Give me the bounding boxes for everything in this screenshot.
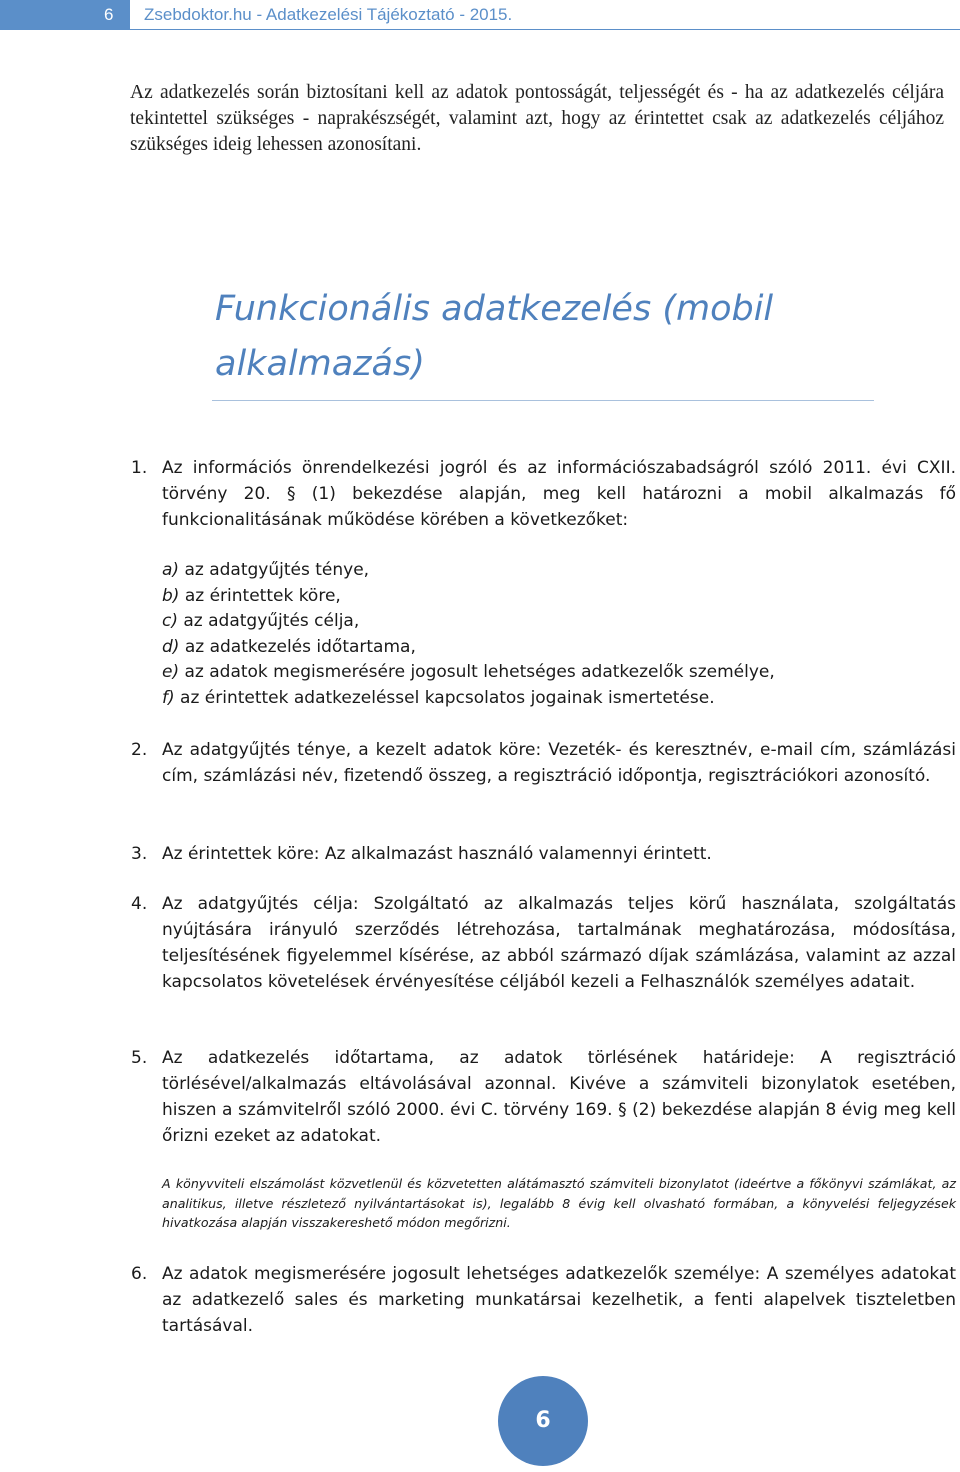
list-letter: d)	[162, 636, 180, 657]
list-text: az érintettek adatkezeléssel kapcsolatos jogainak ismertetése.	[174, 687, 715, 708]
list-letter: a)	[162, 560, 180, 580]
list-item	[162, 635, 952, 661]
item-number-5: 5.	[131, 1048, 148, 1068]
section-title	[215, 282, 815, 392]
footer-page-number: 6	[498, 1376, 588, 1466]
item-text-2: Az adatgyűjtés ténye, a kezelt adatok köre: Vezeték- és keresztnév, e-mail cím, számlázási cím, számlázási név, fizetendő összeg, a regisztráció időpontja, regisztrációkori azonosító.	[162, 740, 956, 786]
header-page-number: 6	[0, 0, 130, 30]
item-text-1: Az információs önrendelkezési jogról és az információszabadságról szóló 2011. évi CXII. törvény 20. § (1) bekezdése alapján, meg kell határozni a mobil alkalmazás fő funkcionalitásának működése körében a következőket:	[162, 458, 956, 530]
section-title-line-2: alkalmazás)	[215, 344, 425, 384]
list-item	[162, 584, 952, 610]
intro-paragraph: Az adatkezelés során biztosítani kell az adatok pontosságát, teljességét és - ha az adatkezelés céljára tekintettel szükséges - naprakészségét, valamint azt, hogy az érintettet csak az adatkezelés céljához szükséges ideig lehessen azonosítani.	[130, 82, 944, 155]
item-number-6: 6.	[131, 1264, 148, 1284]
list-letter: c)	[162, 611, 178, 631]
item-text-4: Az adatgyűjtés célja: Szolgáltató az alkalmazás teljes körű használata, szolgáltatás nyújtására irányuló szerződés létrehozása, tartalmának meghatározása, módosítása, teljesítésének figyelemmel kísérése, az abból származó díjak számlázása, valamint az azzal kapcsolatos követelések érvényesítése céljából kezeli a Felhasználók személyes adatait.	[162, 894, 956, 992]
list-item	[162, 558, 952, 584]
list-text: az adatgyűjtés ténye,	[179, 560, 370, 580]
list-letter: b)	[162, 585, 180, 606]
list-text: az érintettek köre,	[179, 585, 341, 606]
item-number-3: 3.	[131, 844, 148, 864]
list-item	[162, 686, 952, 712]
list-item	[162, 660, 952, 686]
accounting-note: A könyvviteli elszámolást közvetlenül és közvetetten alátámasztó számviteli bizonylatot (ideértve a főkönyvi számlákat, az analitikus, illetve részletező nyilvántartásokat is), legalább 8 évig kell olvasható formában, a könyvelési feljegyzések hivatkozása alapján visszakereshető módon megőrizni.	[162, 1176, 956, 1230]
item-number-2: 2.	[131, 740, 148, 760]
list-letter: f)	[162, 687, 175, 708]
page-header	[0, 0, 960, 30]
item-number-1: 1.	[131, 458, 148, 478]
criteria-list	[162, 558, 952, 711]
item-text-6: Az adatok megismerésére jogosult lehetséges adatkezelők személye: A személyes adatokat az adatkezelő sales és marketing munkatársai kezelhetik, a fenti alapelvek tiszteletben tartásával.	[162, 1264, 956, 1336]
list-text: az adatgyűjtés célja,	[177, 611, 360, 631]
header-title: Zsebdoktor.hu - Adatkezelési Tájékoztató - 2015.	[130, 0, 960, 30]
item-text-3: Az érintettek köre: Az alkalmazást használó valamennyi érintett.	[162, 844, 712, 864]
section-divider	[212, 400, 874, 401]
list-letter: e)	[162, 662, 180, 682]
section-title-line-1: Funkcionális adatkezelés (mobil	[215, 289, 774, 329]
list-text: az adatkezelés időtartama,	[179, 636, 416, 657]
list-item	[162, 609, 952, 635]
item-text-5: Az adatkezelés időtartama, az adatok törlésének határideje: A regisztráció törlésével/alkalmazás eltávolásával azonnal. Kivéve a számviteli bizonylatok esetében, hiszen a számvitelről szóló 2000. évi C. törvény 169. § (2) bekezdése alapján 8 évig meg kell őrizni ezeket az adatokat.	[162, 1048, 956, 1146]
list-text: az adatok megismerésére jogosult lehetséges adatkezelők személye,	[179, 662, 775, 682]
item-number-4: 4.	[131, 894, 148, 914]
